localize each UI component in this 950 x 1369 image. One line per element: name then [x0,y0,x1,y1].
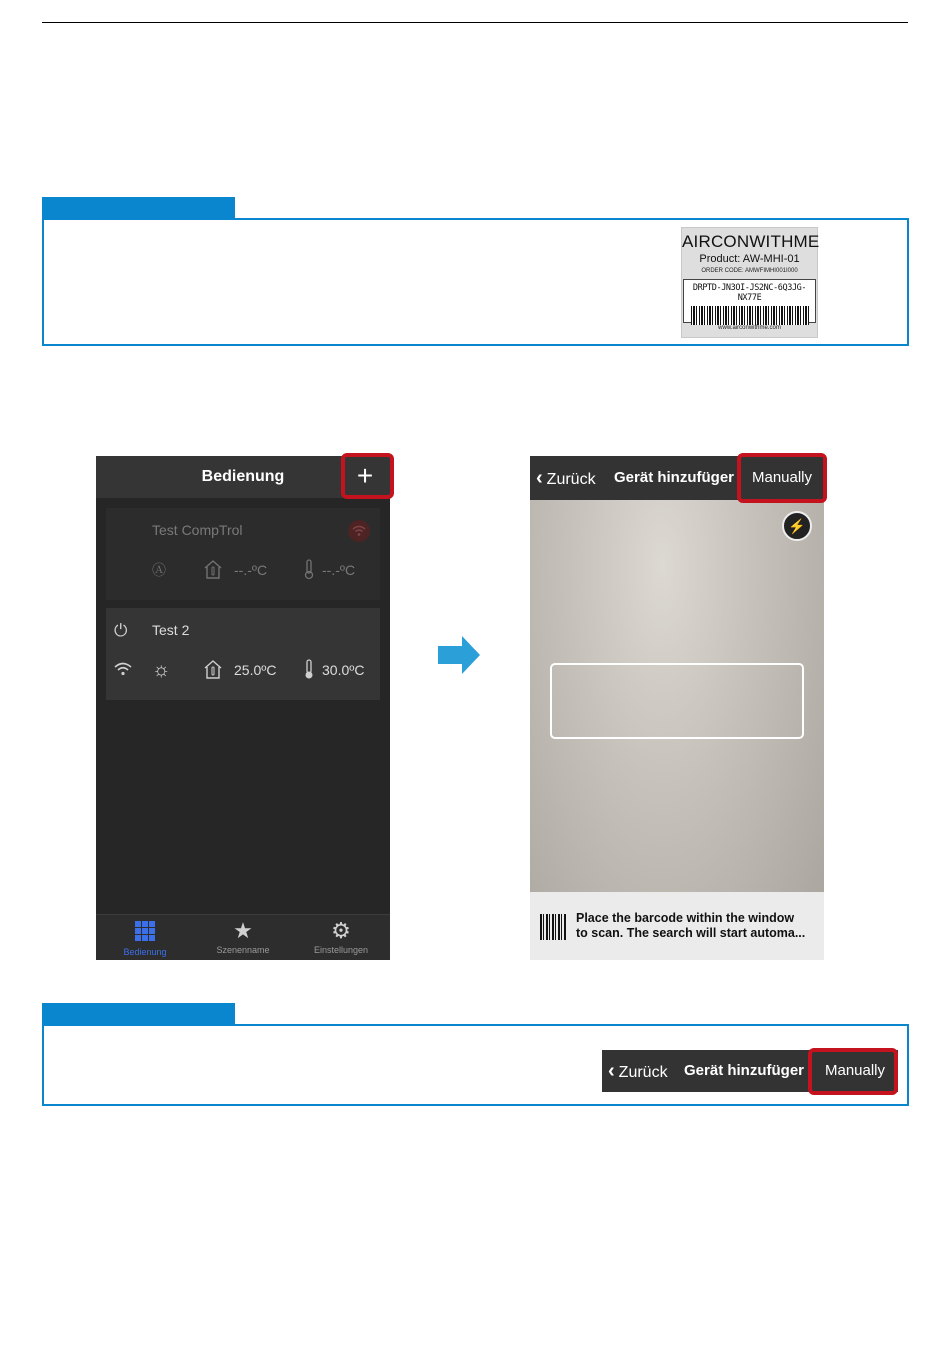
device-status-row [106,558,380,582]
note-box-1 [42,218,909,346]
device-name: Test CompTrol [152,522,243,538]
navbar-title: Gerät hinzufüger [684,1062,805,1079]
back-button[interactable] [536,456,596,502]
outdoor-temp: 30.0ºC [322,662,365,678]
highlight-manually-button [808,1048,898,1095]
sun-icon: ☼ [152,659,171,681]
back-label: Zurück [618,1064,668,1081]
wifi-icon [114,658,132,687]
add-device-button[interactable]: + [356,460,374,491]
label-serial-box [683,279,816,323]
tab-label: Szenenname [216,945,270,955]
wifi-error-icon [348,520,370,542]
scan-message-line1: Place the barcode within the window [576,911,795,925]
manually-button[interactable]: Manually [812,1050,898,1092]
outdoor-temp-icon [302,658,316,687]
manually-button[interactable]: Manually [740,456,824,500]
chevron-left-icon: ‹ [608,1060,615,1082]
tab-szenenname[interactable] [194,915,292,961]
indoor-temp-icon [202,658,224,687]
label-serial: DRPTD-JN3OI-JS2NC-6Q3JG-NX77E [692,283,807,303]
auto-mode-icon: Ⓐ [152,562,166,578]
label-barcode [691,306,809,325]
back-label: Zurück [546,471,596,488]
power-icon[interactable]: ⏻ [114,621,128,640]
product-label [681,227,818,338]
navbar-title: Gerät hinzufüger [614,469,735,486]
scan-message [576,911,805,941]
barcode-icon [540,914,566,940]
tab-bar [96,914,390,960]
note-tab-1 [42,197,235,218]
device-card-test-2[interactable] [106,608,380,700]
label-order-code: ORDER CODE: AMWFIMHI001I000 [701,268,798,274]
label-website: www.airconwithme.com [718,325,781,331]
chevron-left-icon: ‹ [536,467,543,489]
phone-screen-device-list [96,456,390,960]
scan-message-line2: to scan. The search will start automa... [576,926,806,940]
tab-label: Bedienung [123,947,167,957]
scan-instructions [530,892,824,960]
indoor-temp-icon [202,558,224,587]
device-name: Test 2 [152,622,190,638]
outdoor-temp: --.-ºC [322,562,356,578]
highlight-manually-button [737,453,827,503]
flash-icon[interactable]: ⚡ [782,511,812,541]
outdoor-temp-icon [302,558,316,587]
note-box-2 [42,1024,909,1106]
device-card-test-comptrol[interactable] [106,508,380,600]
arrow-right-icon [438,636,480,674]
page-top-rule [42,22,908,23]
tab-label: Einstellungen [313,945,369,955]
highlight-add-button [341,453,394,499]
star-icon: ★ [233,918,253,943]
tab-einstellungen[interactable] [292,915,390,961]
tab-bedienung[interactable] [96,915,194,961]
label-product: Product: AW-MHI-01 [699,253,800,265]
phone-screen-barcode-scan [530,456,824,960]
note-tab-2 [42,1003,235,1024]
indoor-temp: --.-ºC [234,562,268,578]
back-button[interactable] [608,1050,668,1094]
scan-window [550,663,804,739]
grid-icon [135,921,155,941]
indoor-temp: 25.0ºC [234,662,277,678]
gear-icon: ⚙ [331,918,351,943]
device-status-row [106,658,380,682]
header-title: Bedienung [201,468,285,485]
label-brand: AIRCONWITHME [682,232,820,251]
